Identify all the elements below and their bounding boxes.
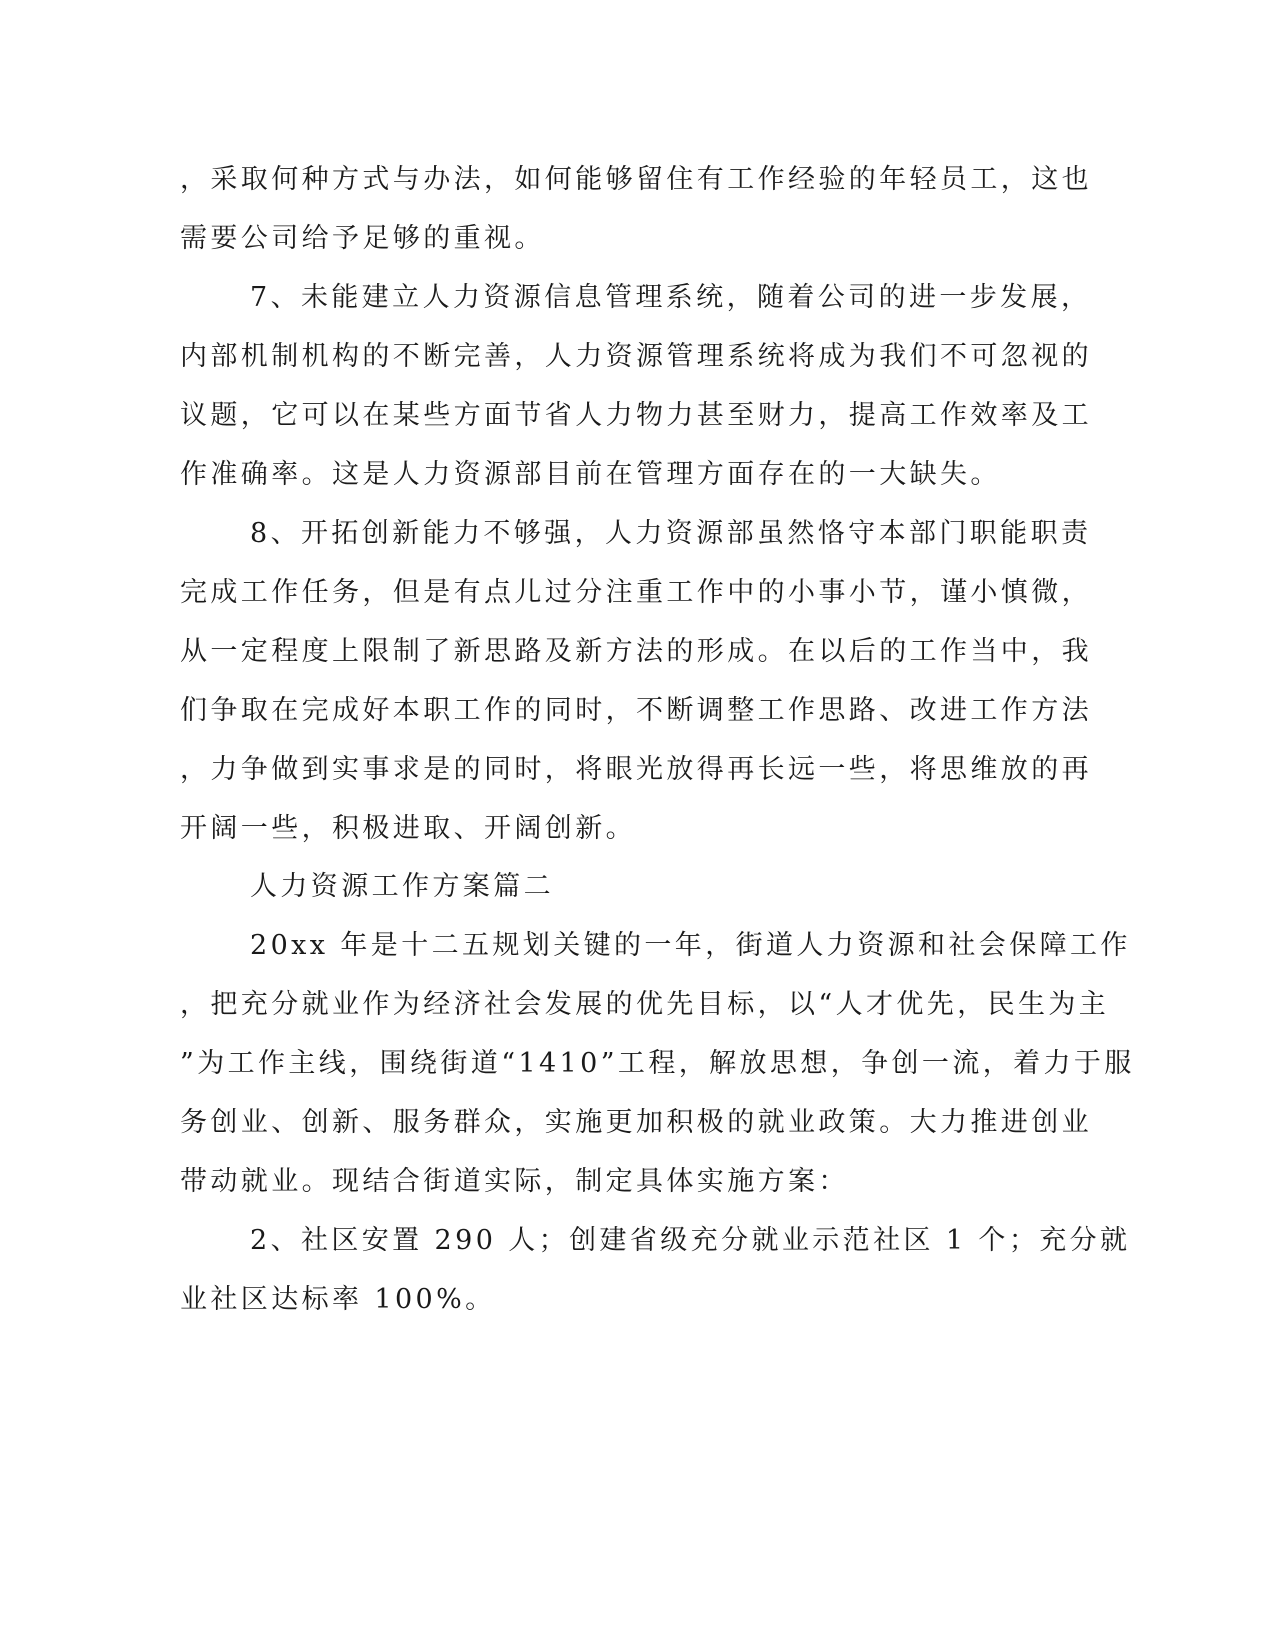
text-line: ，力争做到实事求是的同时，将眼光放得再长远一些，将思维放的再 xyxy=(180,754,1092,785)
paragraph-8-start: 8、开拓创新能力不够强，人力资源部虽然恪守本部门职能职责 xyxy=(250,518,1092,549)
text-line: 作准确率。这是人力资源部目前在管理方面存在的一大缺失。 xyxy=(180,459,1001,490)
text-line: 务创业、创新、服务群众，实施更加积极的就业政策。大力推进创业 xyxy=(180,1107,1092,1138)
text-line: 完成工作任务，但是有点儿过分注重工作中的小事小节，谨小慎微， xyxy=(180,577,1092,608)
text-line: ”为工作主线，围绕街道“1410”工程，解放思想，争创一流，着力于服 xyxy=(180,1048,1135,1079)
paragraph-intro-start: 20xx 年是十二五规划关键的一年，街道人力资源和社会保障工作 xyxy=(250,930,1131,961)
text-line: 带动就业。现结合街道实际，制定具体实施方案： xyxy=(180,1166,849,1197)
text-line: 需要公司给予足够的重视。 xyxy=(180,223,545,254)
paragraph-7-start: 7、未能建立人力资源信息管理系统，随着公司的进一步发展， xyxy=(250,282,1092,313)
text-line: ，把充分就业作为经济社会发展的优先目标，以“人才优先，民生为主 xyxy=(180,989,1110,1020)
text-line: 从一定程度上限制了新思路及新方法的形成。在以后的工作当中，我 xyxy=(180,636,1092,667)
text-line: 业社区达标率 100%。 xyxy=(180,1284,496,1315)
text-line: 开阔一些，积极进取、开阔创新。 xyxy=(180,813,636,844)
text-line: 们争取在完成好本职工作的同时，不断调整工作思路、改进工作方法 xyxy=(180,695,1092,726)
text-line: 议题，它可以在某些方面节省人力物力甚至财力，提高工作效率及工 xyxy=(180,400,1092,431)
paragraph-2-start: 2、社区安置 290 人；创建省级充分就业示范社区 1 个；充分就 xyxy=(250,1225,1131,1256)
text-line: 内部机制机构的不断完善，人力资源管理系统将成为我们不可忽视的 xyxy=(180,341,1092,372)
text-line: ，采取何种方式与办法，如何能够留住有工作经验的年轻员工，这也 xyxy=(180,164,1092,195)
section-heading: 人力资源工作方案篇二 xyxy=(250,871,554,902)
